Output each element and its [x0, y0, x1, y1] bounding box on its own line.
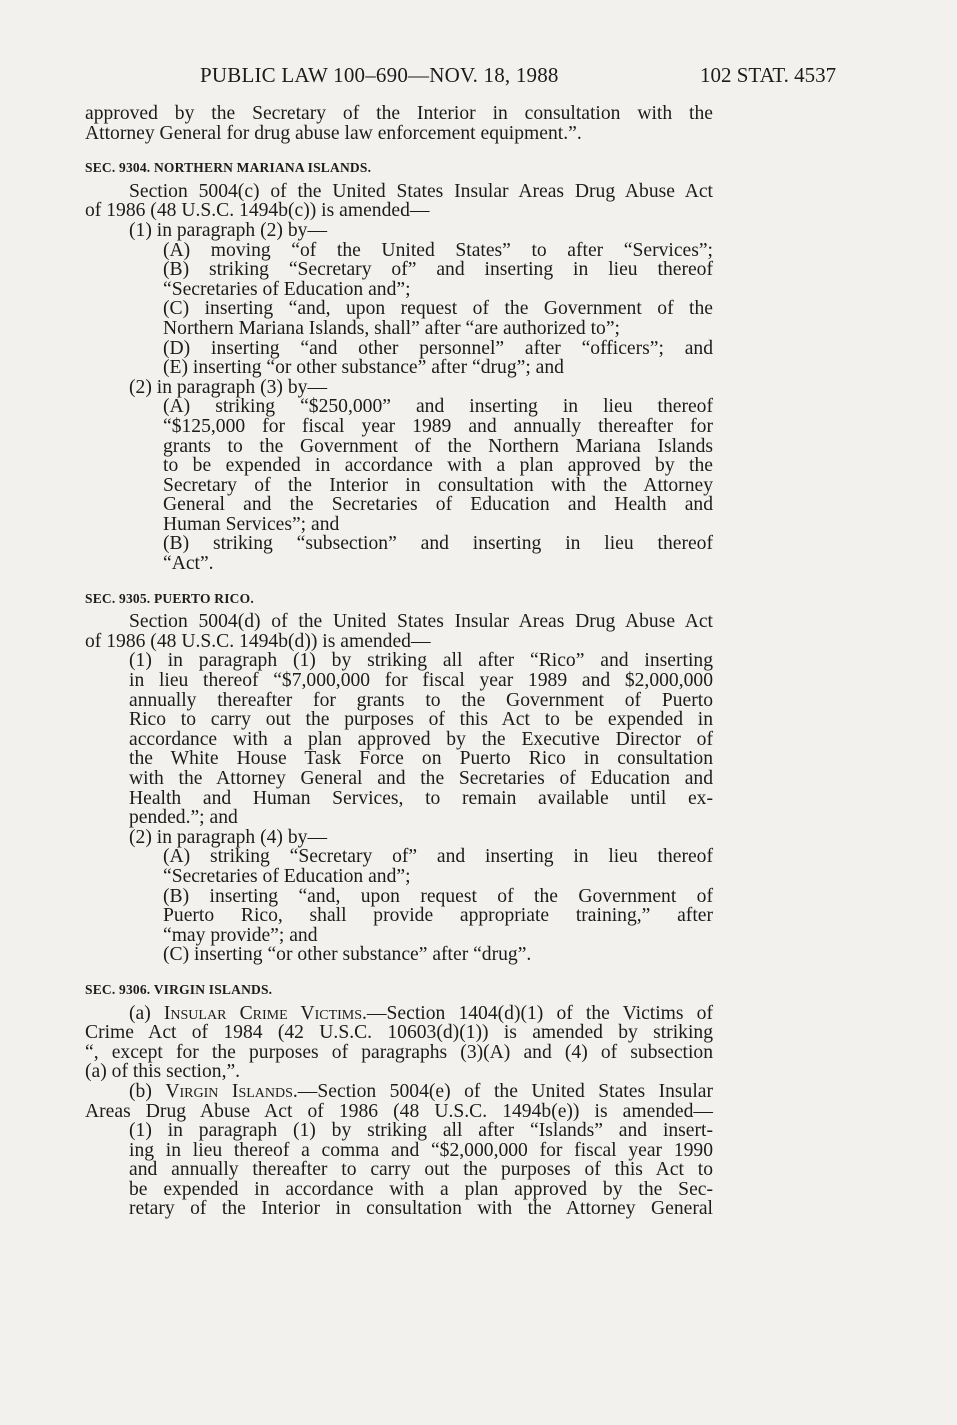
body-line: retary of the Interior in consultation with the Attorney General — [129, 1198, 713, 1220]
subsection-a-label: (a) — [129, 1002, 164, 1024]
body-line: (2) in paragraph (3) by— — [129, 376, 328, 398]
section-heading-9306: SEC. 9306. VIRGIN ISLANDS. — [85, 981, 273, 997]
body-line: (A) striking “Secretary of” and inserting in lieu thereof — [163, 846, 713, 868]
body-line: and annually thereafter to carry out the purposes of this Act to — [129, 1159, 713, 1181]
subsection-a-first-line — [85, 1004, 713, 1024]
body-line: (D) inserting “and other personnel” after “officers”; and — [163, 337, 713, 359]
subsection-b-title: Virgin Islands — [165, 1080, 293, 1102]
body-line: “Secretaries of Education and”; — [163, 278, 411, 300]
body-line: Areas Drug Abuse Act of 1986 (48 U.S.C. 1494b(e)) is amended— — [85, 1100, 713, 1122]
body-line: accordance with a plan approved by the Executive Director of — [129, 728, 713, 750]
body-line: (A) moving “of the United States” to after “Services”; — [163, 239, 713, 261]
body-line: pended.”; and — [129, 807, 238, 829]
body-line: (B) striking “Secretary of” and inserting in lieu thereof — [163, 259, 713, 281]
body-line: annually thereafter for grants to the Government of Puerto — [129, 689, 713, 711]
body-line: (a) of this section,”. — [85, 1061, 241, 1083]
section-heading-9304: SEC. 9304. NORTHERN MARIANA ISLANDS. — [85, 160, 372, 176]
running-header-stat-page: 102 STAT. 4537 — [700, 63, 837, 87]
body-line: ing in lieu thereof a comma and “$2,000,000 for fiscal year 1990 — [129, 1139, 713, 1161]
body-line: Rico to carry out the purposes of this Act to be expended in — [129, 709, 713, 731]
body-line: “may provide”; and — [163, 924, 318, 946]
body-line: (1) in paragraph (2) by— — [129, 219, 328, 241]
body-line: (B) inserting “and, upon request of the Government of — [163, 885, 713, 907]
body-line: (1) in paragraph (1) by striking all after “Rico” and inserting — [129, 650, 713, 672]
section-heading-9305: SEC. 9305. PUERTO RICO. — [85, 590, 254, 606]
body-line: be expended in accordance with a plan approved by the Sec- — [129, 1178, 713, 1200]
body-line: “, except for the purposes of paragraphs (3)(A) and (4) of subsection — [85, 1041, 713, 1063]
body-line: Attorney General for drug abuse law enforcement equipment.”. — [85, 122, 582, 144]
body-line: Crime Act of 1984 (42 U.S.C. 10603(d)(1)) is amended by striking — [85, 1022, 713, 1044]
subsection-b-first-line — [85, 1082, 713, 1102]
body-line: “Act”. — [163, 553, 214, 575]
body-line: General and the Secretaries of Education and Health and — [163, 494, 713, 516]
body-line: Secretary of the Interior in consultation with the Attorney — [163, 474, 713, 496]
body-line: “$125,000 for fiscal year 1989 and annually thereafter for — [163, 415, 713, 437]
body-line: “Secretaries of Education and”; — [163, 865, 411, 887]
body-line: Human Services”; and — [163, 513, 340, 535]
body-line: Section 5004(c) of the United States Insular Areas Drug Abuse Act — [129, 180, 713, 202]
body-line: (1) in paragraph (1) by striking all after “Islands” and insert- — [129, 1120, 713, 1142]
body-line: (E) inserting “or other substance” after “drug”; and — [163, 357, 564, 379]
body-line: (B) striking “subsection” and inserting in lieu thereof — [163, 533, 713, 555]
subsection-a-title: Insular Crime Victims — [163, 1002, 363, 1024]
body-line: with the Attorney General and the Secretaries of Education and — [129, 768, 713, 789]
body-line: Northern Mariana Islands, shall” after “are authorized to”; — [163, 317, 620, 339]
body-line: of 1986 (48 U.S.C. 1494b(c)) is amended— — [85, 200, 430, 222]
statute-body — [85, 104, 713, 1219]
subsection-b-text: .—Section 5004(e) of the United States Insular — [292, 1080, 713, 1102]
subsection-b-label: (b) — [129, 1080, 166, 1102]
running-header-title: PUBLIC LAW 100–690—NOV. 18, 1988 — [200, 63, 559, 87]
body-line: in lieu thereof “$7,000,000 for fiscal year 1989 and $2,000,000 — [129, 670, 713, 692]
subsection-a-text: .—Section 1404(d)(1) of the Victims of — [362, 1002, 713, 1024]
body-line: grants to the Government of the Northern Mariana Islands — [163, 435, 713, 457]
body-line: (C) inserting “and, upon request of the Government of the — [163, 298, 713, 320]
body-line: Section 5004(d) of the United States Insular Areas Drug Abuse Act — [129, 611, 713, 633]
body-line: approved by the Secretary of the Interior in consultation with the — [85, 103, 713, 124]
body-line: (2) in paragraph (4) by— — [129, 826, 328, 848]
body-line: Health and Human Services, to remain available until ex- — [129, 787, 713, 809]
body-line: (A) striking “$250,000” and inserting in lieu thereof — [163, 396, 713, 418]
body-line: the White House Task Force on Puerto Rico in consultation — [129, 748, 713, 770]
body-line: of 1986 (48 U.S.C. 1494b(d)) is amended— — [85, 630, 431, 652]
body-line: Puerto Rico, shall provide appropriate training,” after — [163, 905, 713, 927]
body-line: (C) inserting “or other substance” after “drug”. — [163, 944, 532, 966]
body-line: to be expended in accordance with a plan approved by the — [163, 455, 713, 477]
